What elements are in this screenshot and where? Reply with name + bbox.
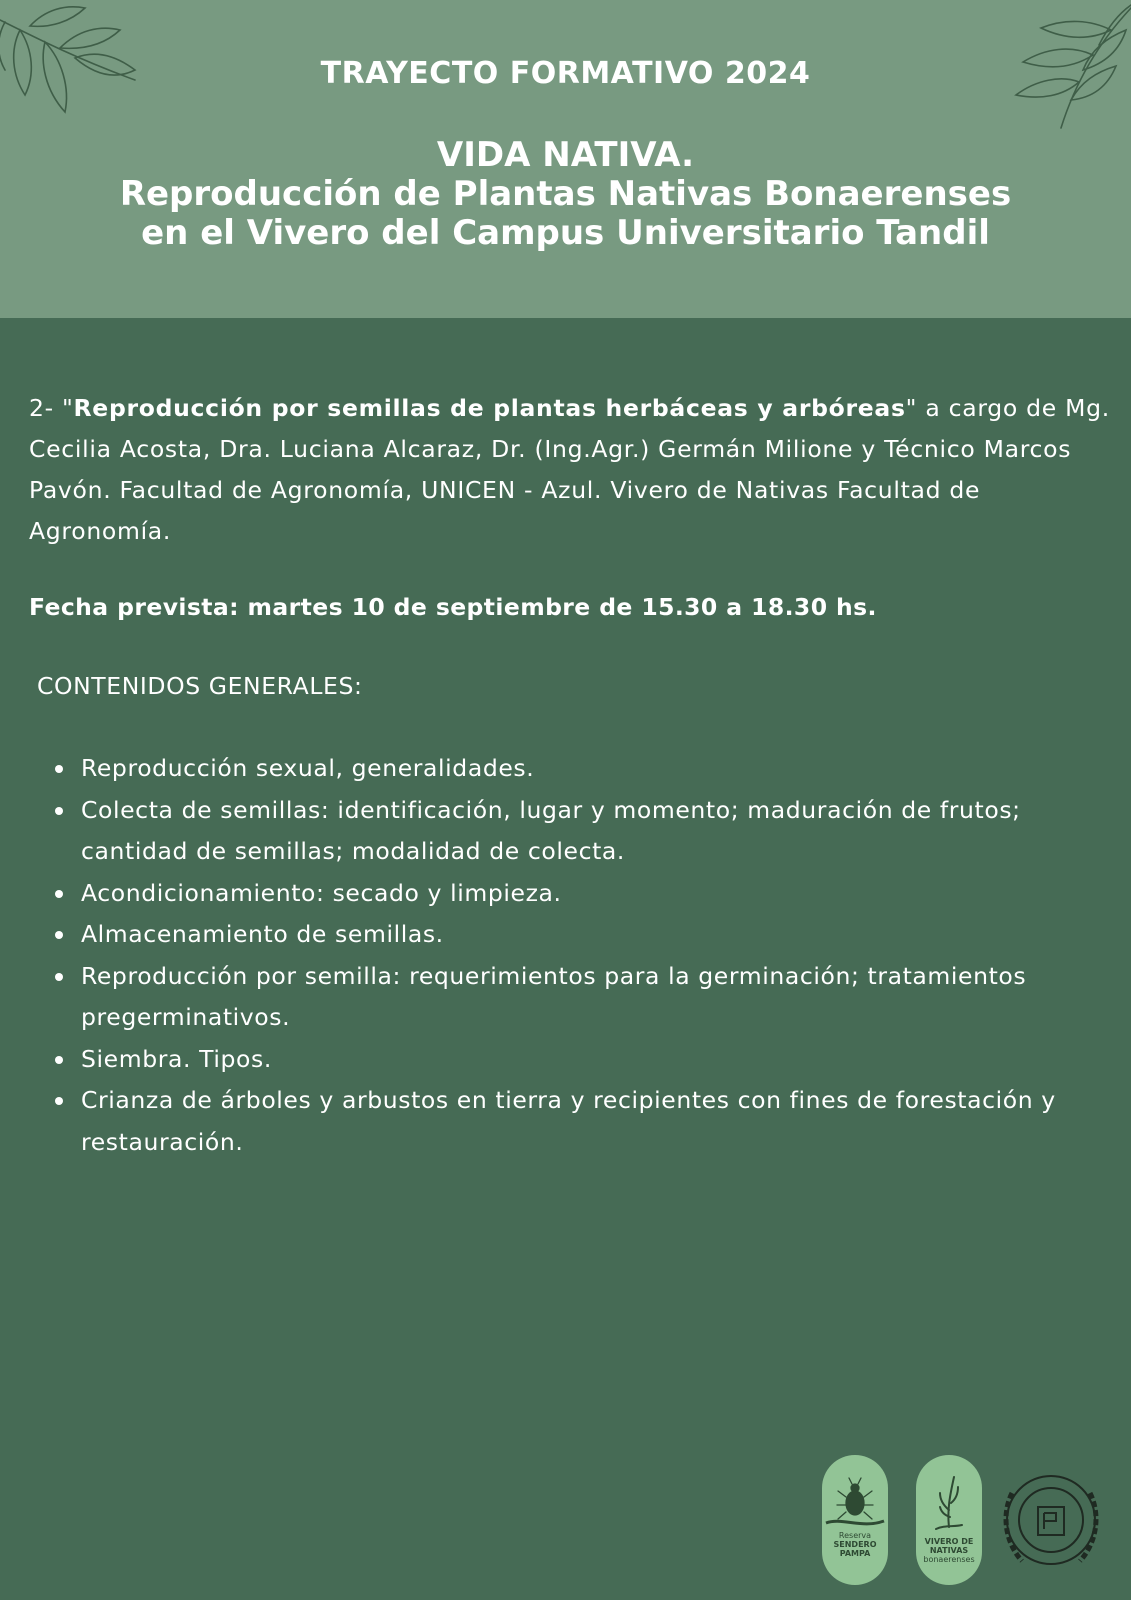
- logo-text: NATIVAS: [929, 1546, 969, 1555]
- bullet-icon: [55, 1097, 63, 1105]
- contents-list: [29, 748, 1119, 1163]
- logo-text: SENDERO: [833, 1540, 877, 1549]
- beetle-icon: [822, 1455, 888, 1585]
- list-item: [81, 790, 1119, 873]
- logo-text: bonaerenses: [923, 1555, 975, 1564]
- list-item-text: Siembra. Tipos.: [81, 1044, 272, 1073]
- vivero-nativas-logo: [916, 1455, 982, 1585]
- list-item-text: Acondicionamiento: secado y limpieza.: [81, 878, 562, 907]
- list-item: [81, 1039, 1119, 1081]
- intro-instructors: " a cargo de Mg. Cecilia Acosta, Dra. Luciana Alcaraz, Dr. (Ing.Agr.) Germán Milione y Técnico Marcos Pavón. Facultad de Agronomía, UNICEN - Azul. Vivero de Nativas Facultad de Agronomía.: [29, 394, 1110, 545]
- course-description: [29, 388, 1119, 552]
- header-band: [0, 0, 1131, 318]
- sendero-pampa-logo: [822, 1455, 888, 1585]
- list-item: [81, 873, 1119, 915]
- logo-text: VIVERO DE: [924, 1537, 974, 1546]
- bullet-icon: [55, 973, 63, 981]
- intro-prefix: 2- ": [29, 394, 74, 422]
- list-item-text: Reproducción por semilla: requerimientos para la germinación; tratamientos pregerminativos.: [81, 961, 1027, 1031]
- title-line: VIDA NATIVA.: [436, 135, 695, 175]
- bullet-icon: [55, 807, 63, 815]
- bullet-icon: [55, 931, 63, 939]
- title-line: en el Vivero del Campus Universitario Tandil: [141, 213, 990, 253]
- program-kicker: TRAYECTO FORMATIVO 2024: [320, 56, 811, 91]
- course-title: Reproducción por semillas de plantas herbáceas y arbóreas: [73, 394, 906, 422]
- list-item-text: Crianza de árboles y arbustos en tierra y recipientes con fines de forestación y restauración.: [81, 1086, 1056, 1156]
- contents-heading: CONTENIDOS GENERALES:: [37, 672, 363, 700]
- title-line: Reproducción de Plantas Nativas Bonaerenses: [119, 174, 1012, 214]
- bullet-icon: [55, 765, 63, 773]
- list-item: [81, 748, 1119, 790]
- bullet-icon: [55, 890, 63, 898]
- main-content: [29, 388, 1119, 1163]
- page-title: [0, 136, 1131, 253]
- list-item-text: Colecta de semillas: identificación, lugar y momento; maduración de frutos; cantidad de semillas; modalidad de colecta.: [81, 795, 1021, 865]
- bullet-icon: [55, 1056, 63, 1064]
- logo-text: PAMPA: [839, 1549, 871, 1558]
- scheduled-date: Fecha prevista: martes 10 de septiembre de 15.30 a 18.30 hs.: [29, 593, 877, 621]
- list-item-text: Almacenamiento de semillas.: [81, 920, 444, 948]
- list-item: [81, 956, 1119, 1039]
- university-seal-icon: [994, 1463, 1108, 1577]
- grass-plant-icon: [916, 1455, 982, 1585]
- logo-text: Reserva: [838, 1531, 872, 1540]
- list-item: [81, 914, 1119, 956]
- partner-logos: [822, 1455, 1112, 1585]
- list-item-text: Reproducción sexual, generalidades.: [81, 754, 535, 782]
- list-item: [81, 1080, 1119, 1163]
